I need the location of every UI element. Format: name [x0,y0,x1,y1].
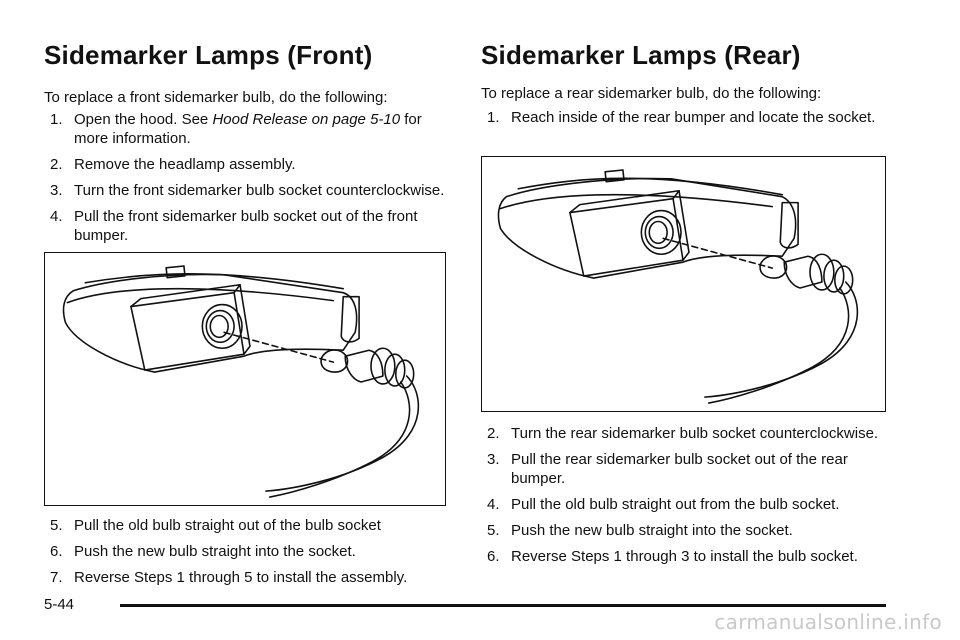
step-number: 6. [50,543,63,560]
rear-step-5 [481,521,891,540]
step-text: Turn the rear sidemarker bulb socket counterclockwise. [511,425,879,442]
rear-steps-before [481,108,881,134]
step-number: 7. [50,569,63,586]
step-text: Reach inside of the rear bumper and locate the socket. [511,109,876,126]
front-section-heading: Sidemarker Lamps (Front) [44,40,373,70]
step-text: Pull the front sidemarker bulb socket out of the front bumper. [74,208,418,244]
front-steps-before [44,110,454,252]
step-number: 5. [487,522,500,539]
step-text: Push the new bulb straight into the socket. [511,522,793,539]
rear-section-heading: Sidemarker Lamps (Rear) [481,40,801,70]
rear-step-3 [481,450,891,488]
step-number: 1. [487,109,500,126]
hood-release-link[interactable]: Hood Release on page 5-10 [212,111,401,128]
step-text: Push the new bulb straight into the socket. [74,543,356,560]
front-step-7 [44,568,454,587]
footer-rule [120,604,886,607]
watermark: carmanualsonline.info [714,610,942,634]
step-text: Pull the old bulb straight out of the bulb socket [74,517,381,534]
step-text: Remove the headlamp assembly. [74,156,296,173]
step-text: Pull the rear sidemarker bulb socket out of the rear bumper. [511,451,848,487]
rear-lamp-drawing [482,157,885,411]
step-number: 4. [50,208,63,225]
step-text-after: for more information. [74,111,422,147]
rear-step-1 [481,108,881,127]
step-number: 3. [50,182,63,199]
front-step-5 [44,516,454,535]
step-number: 3. [487,451,500,468]
rear-step-2 [481,424,891,443]
rear-steps-after [481,424,891,573]
rear-step-4 [481,495,891,514]
rear-intro: To replace a rear sidemarker bulb, do the following: [481,85,822,102]
front-step-2 [44,155,454,174]
front-step-1 [44,110,454,148]
front-lamp-drawing [45,253,445,505]
step-text: Pull the old bulb straight out from the bulb socket. [511,496,840,513]
front-step-6 [44,542,454,561]
front-sidemarker-illustration [44,252,446,506]
step-text: Reverse Steps 1 through 3 to install the bulb socket. [511,548,858,565]
front-step-3 [44,181,454,200]
step-number: 1. [50,111,63,128]
step-text: Reverse Steps 1 through 5 to install the assembly. [74,569,408,586]
step-number: 5. [50,517,63,534]
front-steps-after [44,516,454,594]
page-number: 5-44 [44,596,75,613]
front-intro: To replace a front sidemarker bulb, do the following: [44,89,388,106]
rear-step-6 [481,547,891,566]
step-text: Turn the front sidemarker bulb socket counterclockwise. [74,182,445,199]
step-number: 2. [50,156,63,173]
step-number: 2. [487,425,500,442]
rear-sidemarker-illustration [481,156,886,412]
step-number: 6. [487,548,500,565]
front-step-4 [44,207,454,245]
step-number: 4. [487,496,500,513]
step-text: Open the hood. See [74,111,213,128]
